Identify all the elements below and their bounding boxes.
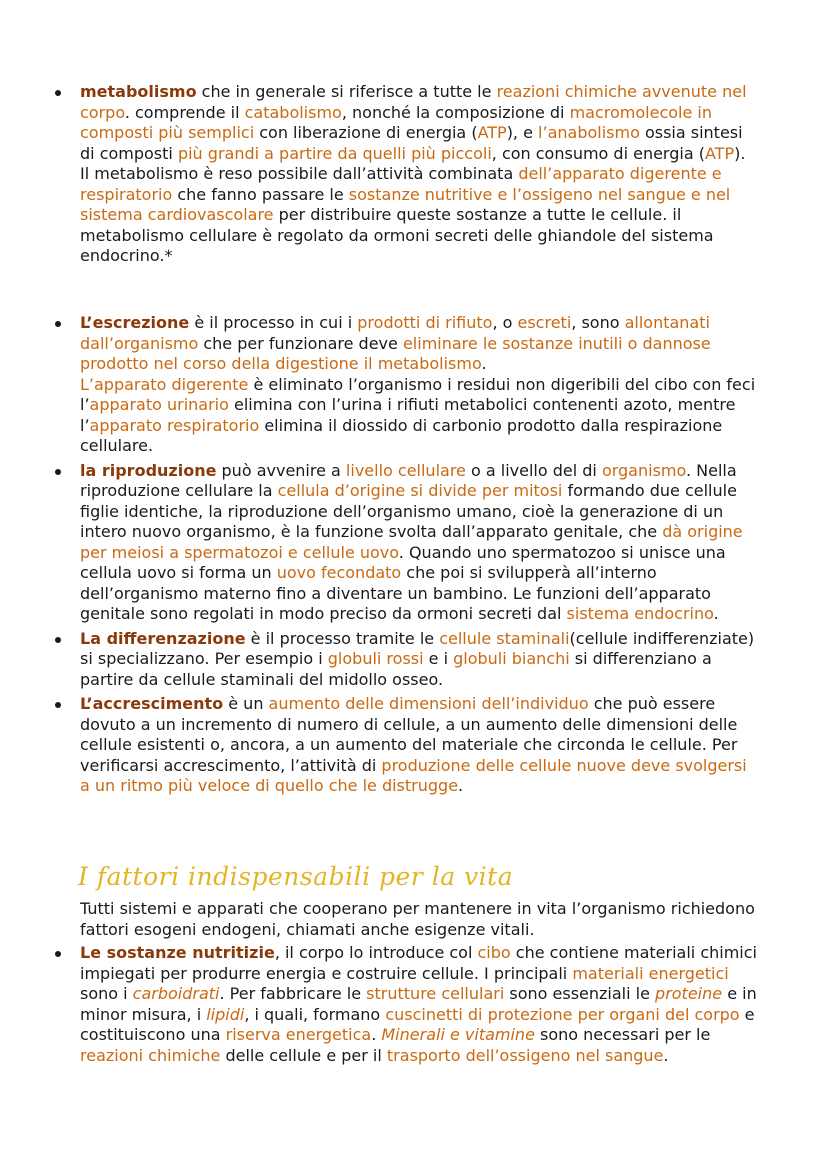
text: , il corpo lo introduce col	[274, 943, 478, 962]
bullet-accrescimento	[0, 694, 828, 797]
text: e in minor misura, i	[80, 984, 757, 1024]
highlight: prodotti di rifiuto	[357, 313, 493, 332]
text: può avvenire a	[216, 460, 346, 480]
text: sono essenziali le	[504, 984, 656, 1003]
text: è il processo tramite le	[245, 628, 440, 648]
highlight: lipidi	[206, 1004, 245, 1024]
highlight: cellula d’origine si divide per mitosi	[277, 481, 563, 500]
highlight: strutture cellulari	[366, 984, 505, 1003]
bullet-metabolismo	[0, 82, 828, 267]
text: che in generale si riferisce a tutte le	[196, 82, 497, 101]
highlight: apparato respiratorio	[89, 415, 260, 435]
text: .	[713, 604, 719, 623]
highlight: reazioni chimiche avvenute nel corpo	[80, 82, 747, 122]
term-metabolismo: metabolismo	[80, 82, 197, 101]
term-accrescimento: L’accrescimento	[80, 694, 224, 713]
highlight: dell’apparato digerente e respiratorio	[80, 164, 722, 204]
text: . Per fabbricare le	[219, 984, 367, 1003]
bullet-sostanze-nutritive	[0, 943, 828, 1066]
term-escrezione: L’escrezione	[80, 313, 190, 332]
text: (cellule indifferenziate) si specializzano. Per esempio i	[80, 628, 755, 668]
text: che fanno passare le	[172, 184, 349, 204]
bullet-riproduzione	[0, 461, 828, 625]
highlight: proteine	[655, 984, 723, 1003]
text: .	[663, 1045, 669, 1065]
highlight: aumento delle dimensioni dell’individuo	[268, 694, 589, 713]
highlight: sistema endocrino	[566, 604, 714, 623]
highlight: reazioni chimiche	[80, 1045, 221, 1065]
text: delle cellule e per il	[220, 1045, 387, 1065]
highlight: cibo	[477, 943, 511, 962]
highlight: produzione delle cellule nuove deve svolgersi a un ritmo più veloce di quello che le distrugge	[80, 755, 747, 795]
text: , i quali, formano	[244, 1004, 386, 1024]
bullet-list-fattori	[0, 943, 828, 1066]
section-intro: Tutti sistemi e apparati che cooperano per mantenere in vita l’organismo richiedono fattori esogeni endogeni, chiamati anche esigenze vitali.	[80, 899, 755, 939]
text: . Quando uno spermatozoo si unisce una cellula uovo si forma un	[80, 542, 726, 582]
highlight: eliminare le sostanze inutili o dannose prodotto nel corso della digestione il metabolismo	[80, 333, 711, 373]
highlight: globuli bianchi	[453, 649, 570, 668]
text: elimina il diossido di carbonio prodotto dalla respirazione cellulare.	[80, 415, 723, 455]
text: . Nella riproduzione cellulare la	[80, 460, 737, 500]
text: che contiene materiali chimici impiegati per produrre energia e costruire cellule. I principali	[80, 943, 757, 983]
highlight: organismo	[601, 460, 686, 480]
highlight: escreti	[517, 313, 572, 332]
highlight: sostanze nutritive e l’ossigeno nel sangue e nel sistema cardiovascolare	[80, 184, 731, 224]
highlight: riserva energetica	[225, 1025, 372, 1044]
highlight: globuli rossi	[327, 649, 424, 668]
text: che per funzionare deve	[198, 333, 403, 353]
text: ).	[734, 143, 746, 163]
highlight: cuscinetti di protezione per organi del corpo	[385, 1004, 740, 1024]
text: si differenziano a partire da cellule staminali del midollo osseo.	[80, 649, 712, 689]
text: , sono	[571, 313, 625, 332]
bullet-differenziazione	[0, 629, 828, 691]
text: .	[481, 354, 487, 373]
highlight: dà origine per meiosi a spermatozoi e cellule uovo	[80, 522, 743, 562]
bullet-escrezione	[0, 313, 828, 457]
bullet-dot	[55, 90, 61, 96]
highlight: cellule staminali	[439, 628, 570, 648]
text: per distribuire queste sostanze a tutte le cellule. il metabolismo cellulare è regolato da ormoni secreti delle ghiandole del sistema endocrino.*	[80, 205, 714, 265]
bullet-list-functions	[0, 313, 828, 797]
highlight: catabolismo	[244, 102, 342, 122]
highlight: L’apparato digerente	[80, 374, 249, 394]
text: .	[458, 776, 464, 795]
text: , nonché la composizione di	[341, 102, 570, 122]
text: Il metabolismo è reso possibile dall’attività combinata	[80, 164, 519, 183]
bullet-dot	[55, 702, 61, 708]
text: sono i	[80, 984, 133, 1003]
text: è il processo in cui i	[189, 313, 358, 332]
highlight: macromolecole in composti più semplici	[80, 102, 712, 142]
term-differenziazione: La differenzazione	[80, 628, 246, 648]
text: . comprende il	[124, 102, 245, 122]
highlight: allontanati dall’organismo	[80, 313, 710, 353]
text: , con consumo di energia (	[491, 143, 705, 163]
text: elimina con l’urina i rifiuti metabolici contenenti azoto, mentre l’	[80, 395, 736, 435]
highlight: Minerali e vitamine	[381, 1025, 535, 1044]
highlight: trasporto dell’ossigeno nel sangue	[386, 1045, 664, 1065]
bullet-dot	[55, 637, 61, 643]
term-sostanze-nutritive: Le sostanze nutritizie	[80, 943, 275, 962]
highlight: l’anabolismo	[538, 123, 640, 142]
highlight: più grandi a partire da quelli più piccoli	[177, 143, 492, 163]
text: che può essere dovuto a un incremento di numero di cellule, a un aumento delle dimensioni delle cellule esistenti o, ancora, a un aumento del materiale che circonda le cellule. Per verificarsi accrescimento, l’attività di	[80, 694, 738, 775]
text: con liberazione di energia (	[254, 123, 478, 142]
text: che poi si svilupperà all’interno dell’organismo materno fino a diventare un bambino. Le funzioni dell’apparato genitale sono regolati in modo preciso da ormoni secreti dal	[80, 563, 711, 623]
bullet-list-metabolismo	[0, 82, 828, 267]
highlight: ATP	[704, 143, 735, 163]
highlight: livello cellulare	[345, 460, 466, 480]
text: sono necessari per le	[534, 1025, 711, 1044]
highlight: materiali energetici	[572, 963, 729, 983]
text: .	[371, 1025, 382, 1044]
text: o a livello del di	[465, 460, 602, 480]
text: e i	[423, 649, 454, 668]
highlight: apparato urinario	[89, 395, 229, 414]
section-title: I fattori indispensabili per la vita	[78, 862, 514, 891]
highlight: ATP	[477, 123, 507, 142]
text: ), e	[506, 123, 539, 142]
text: , o	[492, 313, 518, 332]
text: è un	[223, 694, 269, 713]
bullet-dot	[55, 469, 61, 475]
text: e costituiscono una	[80, 1004, 755, 1044]
bullet-dot	[55, 951, 61, 957]
highlight: uovo fecondato	[276, 563, 402, 582]
text: ossia sintesi di composti	[80, 123, 743, 163]
highlight: carboidrati	[132, 984, 220, 1003]
bullet-dot	[55, 321, 61, 327]
text: formando due cellule figlie identiche, la riproduzione dell’organismo umano, cioè la generazione di un intero nuovo organismo, è la funzione svolta dall’apparato genitale, che	[80, 481, 737, 541]
term-riproduzione: la riproduzione	[80, 460, 217, 480]
text: è eliminato l’organismo i residui non digeribili del cibo con feci l’	[80, 374, 756, 414]
